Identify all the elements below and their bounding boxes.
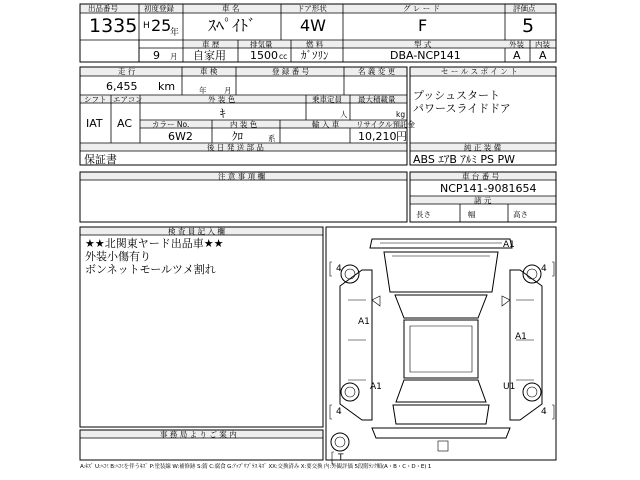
import-label: 輸 入 車 bbox=[312, 120, 340, 129]
color-no-label: カラー No. bbox=[152, 120, 190, 129]
mileage-unit: km bbox=[158, 80, 176, 93]
mileage-label: 走 行 bbox=[118, 67, 136, 76]
recycle-fee: 10,210 bbox=[358, 130, 397, 143]
exterior-grade: A bbox=[513, 49, 521, 62]
inspector-label: 検 査 員 記 入 欄 bbox=[168, 227, 225, 236]
recycle-label: リサイクル預託金 bbox=[356, 120, 415, 129]
equipment-label: 純 正 装 備 bbox=[464, 143, 502, 152]
spare-tire-mark: T bbox=[338, 453, 344, 463]
era: H bbox=[143, 21, 150, 31]
inspection-label: 車 検 bbox=[200, 67, 218, 76]
model: DBA-NCP141 bbox=[390, 49, 461, 62]
tire-rl: 4 bbox=[336, 407, 342, 417]
grade: F bbox=[418, 16, 428, 35]
fuel-label: 燃 料 bbox=[306, 40, 324, 49]
displacement-unit: cc bbox=[279, 52, 288, 61]
tire-rr: 4 bbox=[541, 407, 547, 417]
interior-color-label: 内 装 色 bbox=[230, 120, 258, 129]
equipment: ABS ｴｱB ｱﾙﾐ PS PW bbox=[413, 153, 516, 166]
year: 25 bbox=[151, 16, 172, 35]
car-name-label: 車 名 bbox=[222, 4, 240, 13]
inspector-line-1: ★★北関東ヤード出品車★★ bbox=[85, 237, 224, 250]
mark-left-mid: A1 bbox=[358, 317, 370, 327]
color-no: 6W2 bbox=[168, 130, 193, 143]
recycle-unit: 円 bbox=[396, 130, 407, 143]
car-diagram bbox=[331, 239, 542, 451]
interior-color-unit: 系 bbox=[268, 134, 276, 143]
extra-parts: 保証書 bbox=[84, 153, 117, 166]
owner-label: 名 義 変 更 bbox=[358, 67, 396, 76]
car-name: ｽﾍﾟｲﾄﾞ bbox=[208, 16, 257, 35]
load-unit: kg bbox=[396, 110, 406, 119]
grade-label: グ レ ー ド bbox=[403, 4, 441, 13]
sales-point-2: パワースライドドア bbox=[413, 102, 511, 115]
score-label: 評価点 bbox=[513, 4, 536, 13]
first-reg-label: 初度登録 bbox=[144, 4, 174, 13]
inspector-line-2: 外装小傷有り bbox=[85, 250, 151, 263]
sales-point-label: セ ー ル ス ポ イ ン ト bbox=[441, 67, 518, 76]
displacement-label: 排気量 bbox=[250, 40, 273, 49]
color: ｷ bbox=[220, 107, 226, 120]
mark-right-rear: U1 bbox=[503, 382, 516, 392]
mark-left-rear: A1 bbox=[370, 382, 382, 392]
load-label: 最大積載量 bbox=[358, 95, 396, 104]
use-label: 車 歴 bbox=[202, 40, 220, 49]
inspection-month-unit: 月 bbox=[224, 86, 232, 95]
lot-no-label: 出品番号 bbox=[88, 4, 118, 13]
notes-label: 注 意 事 項 欄 bbox=[218, 172, 266, 181]
mark-top-right: A1 bbox=[503, 240, 515, 250]
interior-color: ｸﾛ bbox=[232, 130, 243, 143]
office-label: 事 務 局 よ り ご 案 内 bbox=[160, 430, 237, 439]
month: 9 bbox=[153, 49, 160, 62]
extra-parts-label: 後 日 発 送 部 品 bbox=[207, 143, 264, 152]
month-unit: 月 bbox=[170, 52, 178, 61]
chassis-label: 車 台 番 号 bbox=[462, 172, 500, 181]
interior-label: 内装 bbox=[535, 40, 550, 49]
tire-fl: 4 bbox=[336, 264, 342, 274]
use: 自家用 bbox=[193, 49, 226, 62]
dimensions-label: 諸 元 bbox=[474, 196, 492, 205]
exterior-label: 外装 bbox=[509, 40, 524, 49]
sales-point-1: プッシュスタート bbox=[413, 89, 501, 102]
door-type: 4W bbox=[300, 16, 326, 35]
score: 5 bbox=[522, 15, 535, 37]
width-label: 幅 bbox=[468, 210, 476, 219]
capacity-label: 乗車定員 bbox=[312, 95, 342, 104]
legend: A:ｷｽﾞ U:ﾍｺﾐ B:ﾍｺﾐを伴うｷｽﾞ P:塗装線 W:補修跡 S:錆 C:腐食 G:ｱｯﾌﾟﾘﾌﾞﾗｽ ｷｽﾞ XX:交換済み X:要交換 内:外観評価 5段階ﾗﾝｸ順(A・B・C・D・E) 1 bbox=[80, 464, 432, 470]
inspection-year-unit: 年 bbox=[199, 86, 207, 95]
capacity-unit: 人 bbox=[340, 110, 348, 119]
displacement: 1500 bbox=[250, 49, 278, 62]
chassis-number: NCP141-9081654 bbox=[440, 182, 537, 195]
reg-no-label: 登 録 番 号 bbox=[272, 67, 310, 76]
tire-fr: 4 bbox=[541, 264, 547, 274]
shift-label: シフト bbox=[84, 95, 107, 104]
ac-label: エアコン bbox=[113, 95, 143, 104]
lot-no: 1335 bbox=[89, 15, 138, 37]
year-unit: 年 bbox=[170, 28, 180, 38]
mark-right-mid: A1 bbox=[515, 332, 527, 342]
model-label: 型 式 bbox=[414, 40, 432, 49]
height-label: 高さ bbox=[513, 210, 528, 219]
door-label: ドア形状 bbox=[297, 4, 327, 13]
shift: IAT bbox=[86, 117, 103, 130]
interior-grade: A bbox=[539, 49, 547, 62]
inspector-line-3: ボンネットモールツメ割れ bbox=[85, 263, 216, 276]
fuel: ｶﾞｿﾘﾝ bbox=[301, 49, 329, 62]
color-label: 外 装 色 bbox=[208, 95, 236, 104]
length-label: 長さ bbox=[416, 210, 431, 219]
mileage: 6,455 bbox=[106, 80, 138, 93]
ac: AC bbox=[117, 117, 133, 130]
